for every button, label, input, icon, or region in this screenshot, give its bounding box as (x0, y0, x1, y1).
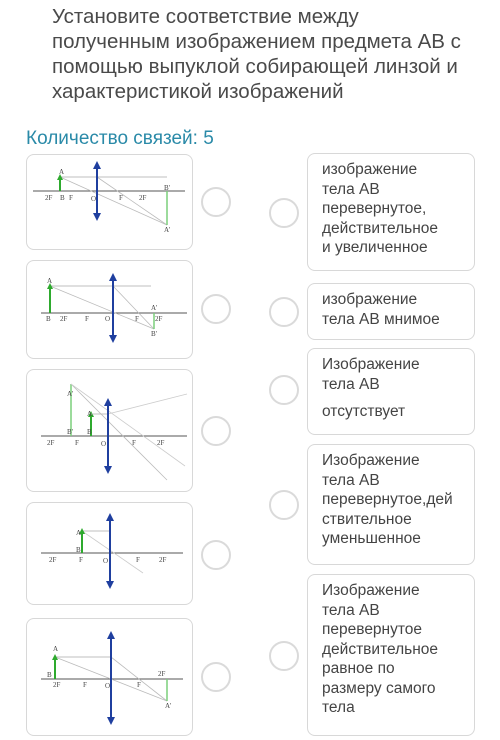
answer-line: отсутствует (322, 403, 406, 420)
label-f-right: F (136, 556, 140, 564)
label-2f-left: 2F (53, 681, 61, 689)
label-b-prime: B' (164, 184, 170, 192)
answer-line: действительное (322, 219, 439, 237)
label-o: O (105, 682, 111, 690)
lens-diagram-1 (27, 155, 193, 250)
answer-line: Изображение (322, 582, 420, 599)
answer-line: ствительное (322, 510, 412, 528)
answer-line: действительное (322, 640, 439, 658)
answer-card-4[interactable] (307, 444, 475, 565)
label-f-right: F (137, 681, 141, 689)
match-point-right-3[interactable] (269, 375, 299, 405)
match-point-left-2[interactable] (201, 294, 231, 324)
answer-line: Изображение (322, 452, 420, 469)
diagram-card-3[interactable] (26, 369, 193, 492)
answer-card-2[interactable] (307, 283, 475, 340)
label-a-prime: A' (151, 304, 158, 312)
answer-line: и увеличенное (322, 239, 428, 256)
answer-line: перевернутое,дей (322, 491, 453, 508)
label-2f-right: 2F (157, 439, 165, 447)
answer-line: перевернутое, (322, 200, 427, 217)
diagram-card-2[interactable] (26, 260, 193, 359)
label-a: A (47, 277, 53, 285)
label-f-right: F (132, 439, 136, 447)
match-point-right-4[interactable] (269, 490, 299, 520)
answer-line: тела АВ (322, 375, 380, 393)
connections-count: Количество связей: 5 (26, 128, 214, 149)
label-a-prime: A' (67, 390, 74, 398)
label-a: A (76, 529, 82, 537)
label-2f-right: 2F (159, 556, 167, 564)
label-f-left: F (79, 556, 83, 564)
diagram-card-5[interactable] (26, 618, 193, 736)
match-point-left-4[interactable] (201, 540, 231, 570)
lens-diagram-4 (27, 503, 193, 605)
answer-line: тела АВ (322, 601, 380, 619)
label-2f-left: 2F (47, 439, 55, 447)
label-a-prime: A' (165, 702, 172, 710)
answer-line: изображение (322, 161, 418, 178)
match-point-right-1[interactable] (269, 198, 299, 228)
match-point-right-2[interactable] (269, 297, 299, 327)
diagram-card-1[interactable] (26, 154, 193, 250)
label-b: B (60, 194, 65, 202)
label-f-right: F (119, 194, 123, 202)
label-b: B (87, 428, 92, 436)
answer-line: тела АВ (322, 180, 380, 198)
task-instruction: Установите соответствие между полученным изображением предмета АВ с помощью выпуклой собирающей линзой и характеристикой изображений (52, 5, 461, 103)
label-o: O (105, 315, 111, 323)
label-f-left: F (69, 194, 73, 202)
answer-card-5[interactable] (307, 574, 475, 736)
answer-card-1[interactable] (307, 153, 475, 271)
label-a-prime: A' (164, 226, 171, 234)
answer-line: тела (322, 699, 355, 716)
answer-line: равное по (322, 660, 395, 677)
match-point-left-5[interactable] (201, 662, 231, 692)
label-o: O (103, 557, 109, 565)
label-b-prime: B' (67, 428, 73, 436)
label-b: B (76, 546, 81, 554)
label-f-right: F (135, 315, 139, 323)
label-f-left: F (83, 681, 87, 689)
label-b: B (46, 315, 51, 323)
diagram-card-4[interactable] (26, 502, 193, 605)
match-point-left-1[interactable] (201, 187, 231, 217)
label-2f-right: 2F (155, 315, 163, 323)
label-2f-left: 2F (49, 556, 57, 564)
label-2f-right: 2F (139, 194, 147, 202)
label-b: B (47, 671, 52, 679)
label-o: O (101, 440, 107, 448)
answer-card-3[interactable] (307, 348, 475, 435)
label-a: A (87, 410, 93, 418)
answer-line: перевернутое (322, 621, 423, 638)
lens-diagram-2 (27, 261, 193, 359)
label-2f-left: 2F (45, 194, 53, 202)
label-2f-left: 2F (60, 315, 68, 323)
match-point-right-5[interactable] (269, 641, 299, 671)
answer-line: изображение (322, 291, 418, 308)
label-a: A (53, 645, 59, 653)
answer-line: тела АВ мнимое (322, 310, 440, 328)
answer-line: Изображение (322, 356, 420, 373)
match-point-left-3[interactable] (201, 416, 231, 446)
answer-line: тела АВ (322, 471, 380, 489)
label-f-left: F (85, 315, 89, 323)
answer-line: уменьшенное (322, 530, 421, 547)
lens-diagram-5 (27, 619, 193, 736)
label-o: O (91, 195, 97, 203)
label-f-left: F (75, 439, 79, 447)
label-a: A (59, 168, 65, 176)
label-b-prime: B' (151, 330, 157, 338)
lens-diagram-3 (27, 370, 193, 492)
label-2f-right: 2F (158, 670, 166, 678)
answer-line: размеру самого (322, 679, 436, 697)
